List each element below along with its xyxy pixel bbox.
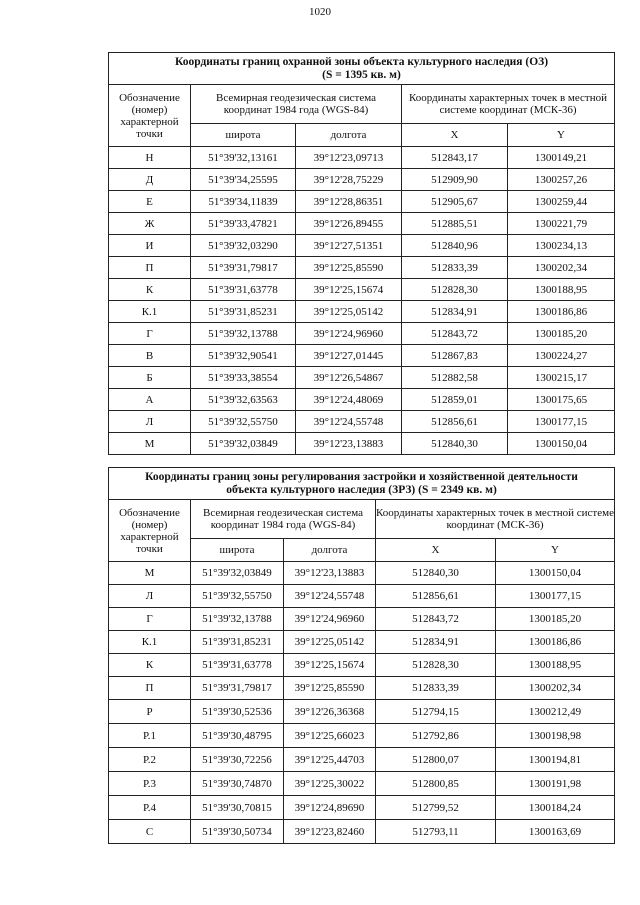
table-row xyxy=(109,748,615,772)
y-cell: 1300202,34 xyxy=(508,257,615,279)
x-cell: 512840,96 xyxy=(402,235,508,257)
protection-zone-table xyxy=(108,52,615,455)
point-cell: Б xyxy=(109,367,191,389)
point-cell: Л xyxy=(109,585,191,608)
table-row xyxy=(109,279,615,301)
y-cell: 1300185,20 xyxy=(496,608,615,631)
y-cell: 1300202,34 xyxy=(496,677,615,700)
x-cell: 512885,51 xyxy=(402,213,508,235)
table-row xyxy=(109,389,615,411)
y-cell: 1300234,13 xyxy=(508,235,615,257)
table-row xyxy=(109,191,615,213)
longitude-cell: 39°12'23,13883 xyxy=(284,562,376,585)
x-cell: 512859,01 xyxy=(402,389,508,411)
table-row xyxy=(109,772,615,796)
table-row xyxy=(109,700,615,724)
longitude-cell: 39°12'23,09713 xyxy=(296,147,402,169)
latitude-cell: 51°39'32,55750 xyxy=(191,585,284,608)
y-cell: 1300259,44 xyxy=(508,191,615,213)
y-cell: 1300177,15 xyxy=(508,411,615,433)
y-cell: 1300257,26 xyxy=(508,169,615,191)
longitude-cell: 39°12'23,13883 xyxy=(296,433,402,455)
point-cell: Р.3 xyxy=(109,772,191,796)
longitude-cell: 39°12'25,66023 xyxy=(284,724,376,748)
point-cell: М xyxy=(109,562,191,585)
longitude-cell: 39°12'27,51351 xyxy=(296,235,402,257)
x-cell: 512828,30 xyxy=(376,654,496,677)
protection-zone-title xyxy=(109,53,615,85)
longitude-cell: 39°12'25,15674 xyxy=(284,654,376,677)
longitude-header: долгота xyxy=(296,124,402,147)
latitude-cell: 51°39'32,63563 xyxy=(191,389,296,411)
point-cell: Г xyxy=(109,608,191,631)
longitude-cell: 39°12'25,15674 xyxy=(296,279,402,301)
latitude-cell: 51°39'30,48795 xyxy=(191,724,284,748)
point-cell: Р.2 xyxy=(109,748,191,772)
x-cell: 512867,83 xyxy=(402,345,508,367)
longitude-cell: 39°12'24,55748 xyxy=(284,585,376,608)
latitude-cell: 51°39'31,79817 xyxy=(191,677,284,700)
longitude-cell: 39°12'27,01445 xyxy=(296,345,402,367)
latitude-cell: 51°39'32,03290 xyxy=(191,235,296,257)
protection-zone-title-line1: Координаты границ охранной зоны объекта культурного наследия (ОЗ) xyxy=(174,55,549,68)
point-cell: Л xyxy=(109,411,191,433)
x-header: X xyxy=(376,539,496,562)
table-row xyxy=(109,323,615,345)
latitude-cell: 51°39'32,03849 xyxy=(191,433,296,455)
latitude-cell: 51°39'32,13161 xyxy=(191,147,296,169)
table-row xyxy=(109,631,615,654)
y-cell: 1300150,04 xyxy=(496,562,615,585)
x-cell: 512834,91 xyxy=(402,301,508,323)
table-row xyxy=(109,213,615,235)
table-row xyxy=(109,169,615,191)
y-cell: 1300184,24 xyxy=(496,796,615,820)
table-row xyxy=(109,301,615,323)
x-cell: 512856,61 xyxy=(376,585,496,608)
regulation-zone-title xyxy=(109,468,615,500)
latitude-cell: 51°39'33,47821 xyxy=(191,213,296,235)
x-cell: 512800,07 xyxy=(376,748,496,772)
point-header: Обозначение (номер) характерной точки xyxy=(109,85,191,147)
x-cell: 512833,39 xyxy=(376,677,496,700)
longitude-cell: 39°12'25,05142 xyxy=(296,301,402,323)
point-cell: К.1 xyxy=(109,301,191,323)
y-cell: 1300224,27 xyxy=(508,345,615,367)
x-cell: 512833,39 xyxy=(402,257,508,279)
longitude-cell: 39°12'25,85590 xyxy=(284,677,376,700)
x-cell: 512856,61 xyxy=(402,411,508,433)
longitude-cell: 39°12'25,85590 xyxy=(296,257,402,279)
latitude-cell: 51°39'31,85231 xyxy=(191,301,296,323)
latitude-cell: 51°39'34,25595 xyxy=(191,169,296,191)
y-header: Y xyxy=(496,539,615,562)
y-cell: 1300163,69 xyxy=(496,820,615,844)
protection-zone-rows xyxy=(109,147,615,455)
latitude-header: широта xyxy=(191,539,284,562)
longitude-cell: 39°12'26,54867 xyxy=(296,367,402,389)
y-cell: 1300186,86 xyxy=(496,631,615,654)
table-row xyxy=(109,608,615,631)
table-row xyxy=(109,147,615,169)
x-cell: 512843,72 xyxy=(376,608,496,631)
x-cell: 512792,86 xyxy=(376,724,496,748)
table-row xyxy=(109,257,615,279)
table-row xyxy=(109,677,615,700)
latitude-cell: 51°39'30,52536 xyxy=(191,700,284,724)
x-cell: 512882,58 xyxy=(402,367,508,389)
y-cell: 1300149,21 xyxy=(508,147,615,169)
table-row xyxy=(109,367,615,389)
point-cell: Р xyxy=(109,700,191,724)
point-cell: Д xyxy=(109,169,191,191)
latitude-cell: 51°39'30,72256 xyxy=(191,748,284,772)
y-cell: 1300198,98 xyxy=(496,724,615,748)
point-cell: И xyxy=(109,235,191,257)
table-row xyxy=(109,796,615,820)
table-row xyxy=(109,562,615,585)
point-cell: К xyxy=(109,279,191,301)
longitude-cell: 39°12'24,96960 xyxy=(296,323,402,345)
point-cell: М xyxy=(109,433,191,455)
table-row xyxy=(109,345,615,367)
regulation-zone-title-line1: Координаты границ зоны регулирования застройки и хозяйственной деятельности xyxy=(145,470,578,483)
y-cell: 1300177,15 xyxy=(496,585,615,608)
point-cell: П xyxy=(109,677,191,700)
latitude-cell: 51°39'32,13788 xyxy=(191,323,296,345)
latitude-cell: 51°39'31,63778 xyxy=(191,279,296,301)
x-cell: 512843,17 xyxy=(402,147,508,169)
longitude-cell: 39°12'23,82460 xyxy=(284,820,376,844)
table-row xyxy=(109,585,615,608)
longitude-cell: 39°12'28,86351 xyxy=(296,191,402,213)
y-cell: 1300175,65 xyxy=(508,389,615,411)
point-cell: К xyxy=(109,654,191,677)
x-cell: 512800,85 xyxy=(376,772,496,796)
y-cell: 1300221,79 xyxy=(508,213,615,235)
latitude-cell: 51°39'30,70815 xyxy=(191,796,284,820)
table-row xyxy=(109,411,615,433)
point-cell: П xyxy=(109,257,191,279)
longitude-cell: 39°12'25,44703 xyxy=(284,748,376,772)
y-cell: 1300150,04 xyxy=(508,433,615,455)
x-cell: 512909,90 xyxy=(402,169,508,191)
latitude-header: широта xyxy=(191,124,296,147)
table-row xyxy=(109,433,615,455)
point-cell: Г xyxy=(109,323,191,345)
protection-zone-title-line2: (S = 1395 кв. м) xyxy=(322,68,401,81)
regulation-zone-table xyxy=(108,467,615,844)
regulation-zone-rows xyxy=(109,562,615,844)
point-cell: С xyxy=(109,820,191,844)
y-cell: 1300188,95 xyxy=(508,279,615,301)
latitude-cell: 51°39'34,11839 xyxy=(191,191,296,213)
latitude-cell: 51°39'30,50734 xyxy=(191,820,284,844)
longitude-cell: 39°12'24,48069 xyxy=(296,389,402,411)
y-cell: 1300186,86 xyxy=(508,301,615,323)
x-cell: 512840,30 xyxy=(402,433,508,455)
table-row xyxy=(109,724,615,748)
x-cell: 512828,30 xyxy=(402,279,508,301)
x-cell: 512840,30 xyxy=(376,562,496,585)
longitude-cell: 39°12'24,96960 xyxy=(284,608,376,631)
msk-header: Координаты характерных точек в местной системе координат (МСК-36) xyxy=(402,85,615,124)
x-cell: 512843,72 xyxy=(402,323,508,345)
longitude-cell: 39°12'25,05142 xyxy=(284,631,376,654)
point-cell: Н xyxy=(109,147,191,169)
point-header: Обозначение (номер) характерной точки xyxy=(109,500,191,562)
table-row xyxy=(109,654,615,677)
point-cell: Р.4 xyxy=(109,796,191,820)
y-cell: 1300212,49 xyxy=(496,700,615,724)
page-number: 1020 xyxy=(309,6,331,18)
latitude-cell: 51°39'33,38554 xyxy=(191,367,296,389)
latitude-cell: 51°39'32,55750 xyxy=(191,411,296,433)
point-cell: Р.1 xyxy=(109,724,191,748)
point-cell: А xyxy=(109,389,191,411)
latitude-cell: 51°39'31,85231 xyxy=(191,631,284,654)
wgs-header: Всемирная геодезическая система координат 1984 года (WGS-84) xyxy=(191,500,376,539)
x-cell: 512799,52 xyxy=(376,796,496,820)
y-cell: 1300194,81 xyxy=(496,748,615,772)
y-cell: 1300188,95 xyxy=(496,654,615,677)
latitude-cell: 51°39'32,13788 xyxy=(191,608,284,631)
y-header: Y xyxy=(508,124,615,147)
latitude-cell: 51°39'30,74870 xyxy=(191,772,284,796)
point-cell: К.1 xyxy=(109,631,191,654)
longitude-cell: 39°12'24,55748 xyxy=(296,411,402,433)
longitude-cell: 39°12'26,89455 xyxy=(296,213,402,235)
x-cell: 512905,67 xyxy=(402,191,508,213)
x-cell: 512794,15 xyxy=(376,700,496,724)
longitude-cell: 39°12'26,36368 xyxy=(284,700,376,724)
wgs-header: Всемирная геодезическая система координат 1984 года (WGS-84) xyxy=(191,85,402,124)
table-row xyxy=(109,820,615,844)
regulation-zone-title-line2: объекта культурного наследия (ЗРЗ) (S = 2349 кв. м) xyxy=(226,483,497,496)
longitude-cell: 39°12'28,75229 xyxy=(296,169,402,191)
msk-header: Координаты характерных точек в местной системе координат (МСК-36) xyxy=(376,500,615,539)
longitude-cell: 39°12'24,89690 xyxy=(284,796,376,820)
longitude-header: долгота xyxy=(284,539,376,562)
latitude-cell: 51°39'31,63778 xyxy=(191,654,284,677)
x-header: X xyxy=(402,124,508,147)
x-cell: 512793,11 xyxy=(376,820,496,844)
x-cell: 512834,91 xyxy=(376,631,496,654)
longitude-cell: 39°12'25,30022 xyxy=(284,772,376,796)
point-cell: В xyxy=(109,345,191,367)
y-cell: 1300185,20 xyxy=(508,323,615,345)
y-cell: 1300215,17 xyxy=(508,367,615,389)
point-cell: Е xyxy=(109,191,191,213)
point-cell: Ж xyxy=(109,213,191,235)
latitude-cell: 51°39'31,79817 xyxy=(191,257,296,279)
latitude-cell: 51°39'32,90541 xyxy=(191,345,296,367)
y-cell: 1300191,98 xyxy=(496,772,615,796)
table-row xyxy=(109,235,615,257)
latitude-cell: 51°39'32,03849 xyxy=(191,562,284,585)
